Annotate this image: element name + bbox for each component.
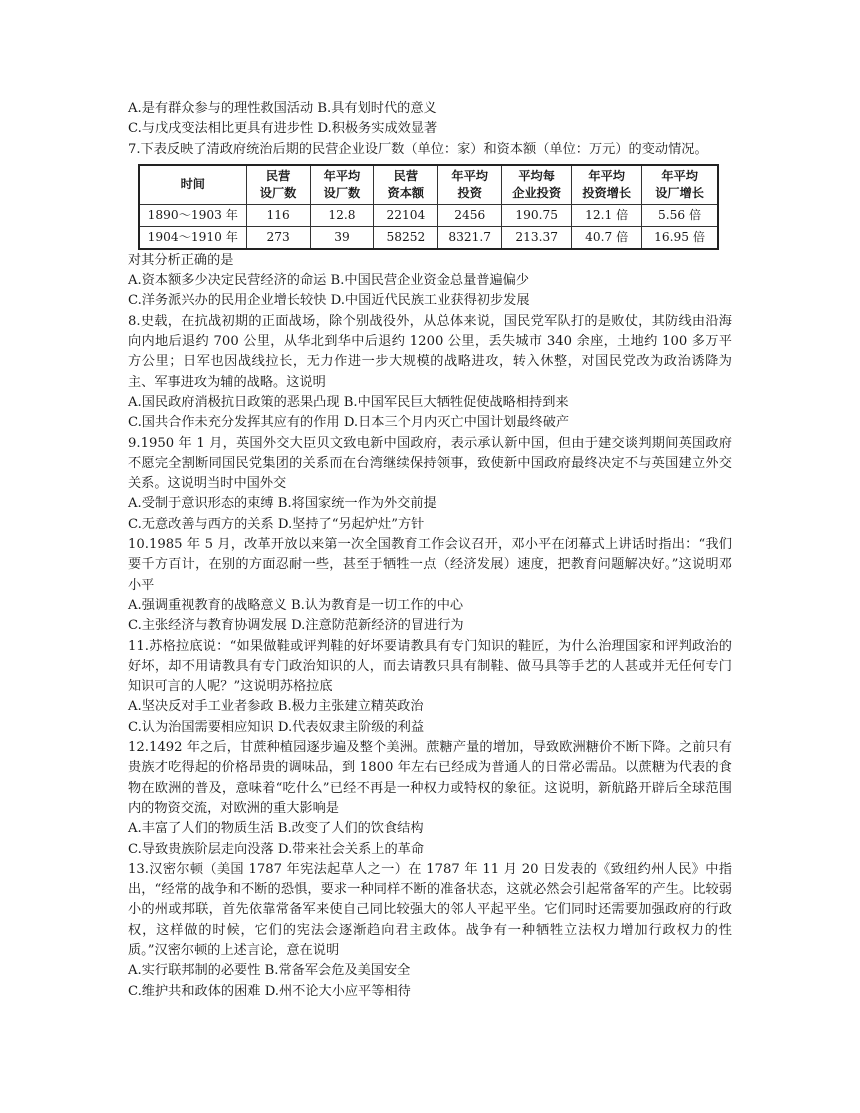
q8-options-line2: C.国共合作未充分发挥其应有的作用 D.日本三个月内灭亡中国计划最终破产 (128, 415, 570, 431)
q9-options-line1: A.受制于意识形态的束缚 B.将国家统一作为外交前提 (128, 496, 437, 512)
q6-options-line1: A.是有群众参与的理性救国活动 B.具有划时代的意义 (128, 101, 437, 116)
table-cell: 40.7 倍 (572, 226, 642, 249)
q7-table-header (642, 165, 718, 205)
q7-table-header-row (139, 165, 718, 205)
table-cell: 1904～1910 年 (139, 226, 246, 249)
q10-options-line1: A.强调重视教育的战略意义 B.认为教育是一切工作的中心 (128, 597, 464, 613)
table-cell: 190.75 (502, 204, 572, 226)
q13-stem: 13.汉密尔顿（美国 1787 年宪法起草人之一）在 1787 年 11 月 20 日发表的《致纽约州人民》中指出，“经常的战争和不断的恐惧，要求一种同样不断的准备状态，这就必然会引起常备军的产生。比较弱小的州或邦联，首先依靠常备军来使自己同比较强大的邻人平起平坐。它们同时还需要加强政府的行政权，这样做的时候，它们的宪法会逐渐趋向君主政体。战争有一种牺牲立法权力增加行政权力的性质。”汉密尔顿的上述言论，意在说明 (128, 861, 732, 958)
table-cell: 2456 (438, 204, 502, 226)
table-cell: 213.37 (502, 226, 572, 249)
q13-options-line1: A.实行联邦制的必要性 B.常备军会危及美国安全 (128, 963, 411, 979)
table-cell: 22104 (374, 204, 438, 226)
q7-header-text: 设厂数 (323, 185, 361, 200)
q7-header-text: 民营 (265, 168, 291, 183)
q7-table-header (438, 165, 502, 205)
q11-options-line2: C.认为治国需要相应知识 D.代表奴隶主阶级的利益 (128, 719, 425, 735)
q8-stem: 8.史载，在抗战初期的正面战场，除个别战役外，从总体来说，国民党军队打的是败仗，其防线由沿海向内地后退约 700 公里，从华北到华中后退约 1200 公里，丢失城市 340 余座，土地约 100 多万平方公里；日军也因战线拉长，无力作进一步大规模的战略进攻，转入休整，对国民党改为政治诱降为主、军事进攻为辅的战略。这说明 (128, 313, 732, 390)
q12-options-line2: C.导致贵族阶层走向没落 D.带来社会关系上的革命 (128, 841, 425, 857)
q13-options-line2: C.维护共和政体的困难 D.州不论大小应平等相待 (128, 983, 411, 999)
q7-header-text: 设厂增长 (655, 185, 704, 200)
table-cell: 8321.7 (438, 226, 502, 249)
q7-options-line2: C.洋务派兴办的民用企业增长较快 D.中国近代民族工业获得初步发展 (128, 293, 530, 309)
q7-header-text: 年平均 (661, 168, 698, 183)
q11-options-line1: A.坚决反对手工业者参政 B.极力主张建立精英政治 (128, 699, 424, 715)
q7-table-header (572, 165, 642, 205)
q6-options-line2: C.与戊戌变法相比更具有进步性 D.积极务实成效显著 (128, 121, 438, 137)
q7-header-text: 平均每 (518, 168, 555, 183)
q7-header-text: 时间 (180, 177, 205, 192)
q7-table-header (310, 165, 374, 205)
q10-stem: 10.1985 年 5 月，改革开放以来第一次全国教育工作会议召开，邓小平在闭幕式上讲话时指出：“我们要千方百计，在别的方面忍耐一些，甚至于牺牲一点（经济发展）速度，把教育问题解决好。”这说明邓小平 (128, 537, 732, 593)
q10-options-line2: C.主张经济与教育协调发展 D.注意防范新经济的冒进行为 (128, 618, 464, 634)
q7-table-header (502, 165, 572, 205)
table-cell: 12.1 倍 (572, 204, 642, 226)
q7-table (138, 164, 719, 250)
table-cell: 16.95 倍 (642, 226, 718, 249)
table-cell: 116 (246, 204, 310, 226)
q7-table-header (374, 165, 438, 205)
table-row (139, 226, 718, 249)
table-row (139, 204, 718, 226)
q7-header-text: 资本额 (387, 185, 425, 200)
q7-after-table: 对其分析正确的是 (128, 252, 234, 268)
q7-header-text: 年平均 (588, 168, 625, 183)
q8-options-line1: A.国民政府消极抗日政策的恶果凸现 B.中国军民巨大牺牲促使战略相持到来 (128, 394, 569, 410)
table-cell: 1890～1903 年 (139, 204, 246, 226)
q9-stem: 9.1950 年 1 月，英国外交大臣贝文致电新中国政府，表示承认新中国，但由于建交谈判期间英国政府不愿完全割断同国民党集团的关系而在台湾继续保持领事，致使新中国政府最终决定不与英国建立外交关系。这说明当时中国外交 (128, 435, 732, 492)
table-cell: 5.56 倍 (642, 204, 718, 226)
q7-header-text: 投资增长 (582, 185, 632, 200)
q11-stem: 11.苏格拉底说：“如果做鞋或评判鞋的好坏要请教具有专门知识的鞋匠，为什么治理国家和评判政治的好坏，却不用请教具有专门政治知识的人，而去请教只具有制鞋、做马具等手艺的人甚或并无任何专门知识可言的人呢？”这说明苏格拉底 (128, 638, 732, 695)
q12-stem: 12.1492 年之后，甘蔗种植园逐步遍及整个美洲。蔗糖产量的增加，导致欧洲糖价不断下降。之前只有贵族才吃得起的价格昂贵的调味品，到 1800 年左右已经成为普通人的日常必需品。以蔗糖为代表的食物在欧洲的普及，意味着“吃什么”已经不再是一种权力或特权的象征。这说明，新航路开辟后全球范围内的物资交流，对欧洲的重大影响是 (128, 740, 732, 816)
q7-header-text: 企业投资 (512, 185, 562, 200)
q9-options-line2: C.无意改善与西方的关系 D.坚持了“另起炉灶”方针 (128, 516, 425, 532)
q7-header-text: 设厂数 (259, 185, 297, 200)
q7-header-text: 投资 (457, 185, 482, 200)
table-cell: 273 (246, 226, 310, 249)
table-cell: 39 (310, 226, 374, 249)
table-cell: 12.8 (310, 204, 374, 226)
page-content (128, 99, 732, 1002)
table-cell: 58252 (374, 226, 438, 249)
q7-header-text: 年平均 (323, 168, 361, 183)
q7-header-text: 年平均 (451, 168, 488, 183)
q7-stem: 7.下表反映了清政府统治后期的民营企业设厂数（单位：家）和资本额（单位：万元）的变动情况。 (128, 141, 708, 157)
q7-table-header (246, 165, 310, 205)
q7-table-header (139, 165, 246, 205)
q7-table-wrap (138, 164, 732, 250)
q12-options-line1: A.丰富了人们的物质生活 B.改变了人们的饮食结构 (128, 821, 424, 837)
q7-header-text: 民营 (393, 168, 419, 183)
q7-options-line1: A.资本额多少决定民营经济的命运 B.中国民营企业资金总量普遍偏少 (128, 273, 530, 289)
